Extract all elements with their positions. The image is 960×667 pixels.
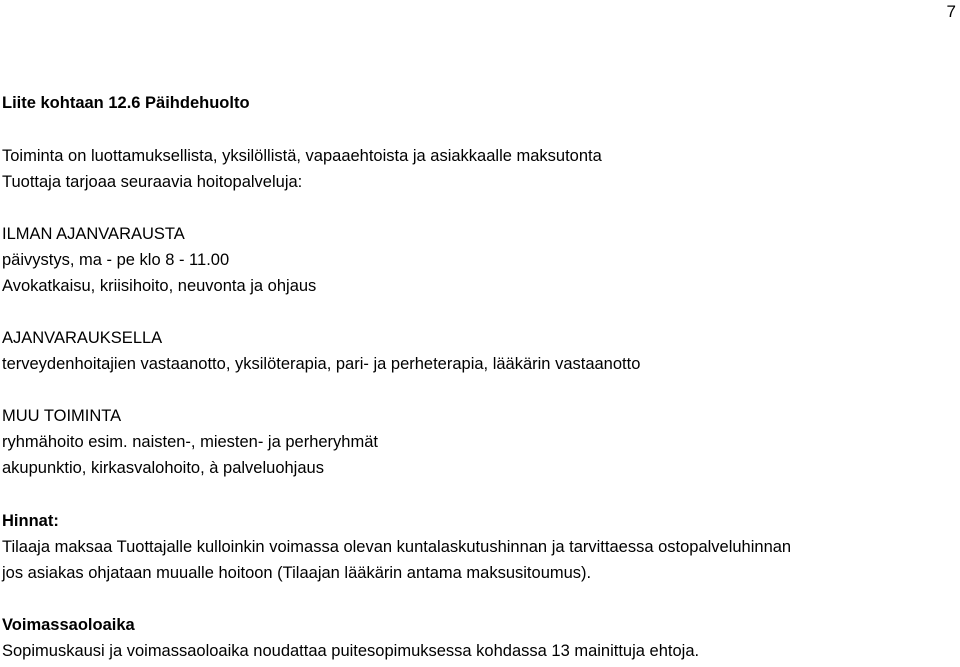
walkin-hours: päivystys, ma - pe klo 8 - 11.00 [2,251,230,269]
validity-text: Sopimuskausi ja voimassaoloaika noudattaa puitesopimuksessa kohdassa 13 mainittuja ehtoja. [2,642,700,660]
intro-line-2: Tuottaja tarjoaa seuraavia hoitopalveluja: [2,173,303,191]
prices-title: Hinnat: [2,512,59,530]
walkin-services: Avokatkaisu, kriisihoito, neuvonta ja ohjaus [2,277,317,295]
other-line-2: akupunktio, kirkasvalohoito, à palveluohjaus [2,459,324,477]
appointment-title: AJANVARAUKSELLA [2,329,163,347]
validity-title: Voimassaoloaika [2,616,135,634]
page-number: 7 [946,2,956,21]
other-title: MUU TOIMINTA [2,407,122,425]
prices-line-2: jos asiakas ohjataan muualle hoitoon (Tilaajan lääkärin antama maksusitoumus). [2,564,592,582]
walkin-title: ILMAN AJANVARAUSTA [2,225,185,243]
document-heading: Liite kohtaan 12.6 Päihdehuolto [2,94,250,112]
other-line-1: ryhmähoito esim. naisten-, miesten- ja perheryhmät [2,433,378,451]
prices-line-1: Tilaaja maksaa Tuottajalle kulloinkin voimassa olevan kuntalaskutushinnan ja tarvittaessa ostopalveluhinnan [2,538,792,556]
intro-line-1: Toiminta on luottamuksellista, yksilöllistä, vapaaehtoista ja asiakkaalle maksutonta [2,147,602,165]
appointment-services: terveydenhoitajien vastaanotto, yksilöterapia, pari- ja perheterapia, lääkärin vastaanotto [2,355,641,373]
